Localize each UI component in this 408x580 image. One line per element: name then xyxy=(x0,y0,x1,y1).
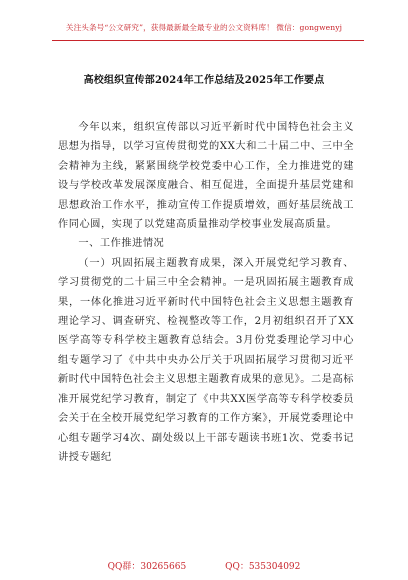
section-heading: 一、工作推进情况 xyxy=(78,238,165,250)
document-title: 高校组织宣传部2024年工作总结及2025年工作要点 xyxy=(83,75,325,86)
header-divider xyxy=(52,40,364,41)
section-paragraph: （一）巩固拓展主题教育成果，深入开展党纪学习教育、学习贯彻党的二十届三中全会精神。一是巩固拓展主题教育成果，一体化推进习近平新时代中国特色社会主义思想主题教育理论学习、调查研究、检视整改等工作，2月初组织召开了XX医学高等专科学校主题教育总结会。3月份党委理论学习中心组专题学习了《中共中央办公厅关于巩固拓展学习贯彻习近平新时代中国特色社会主义思想主题教育成果的意见》。二是高标准开展党纪学习教育，制定了《中共XX医学高等专科学校委员会关于在全校开展党纪学习教育的工作方案》，开展党委理论中心组专题学习4次、副处级以上干部专题读书班1次、党委书记讲授专题纪 xyxy=(58,257,354,463)
footer-qq-group: QQ群：30265665 xyxy=(107,562,187,572)
document-body xyxy=(58,118,354,467)
footer-contact xyxy=(0,559,408,572)
intro-paragraph: 今年以来，组织宣传部以习近平新时代中国特色社会主义思想为指导，以学习宣传贯彻党的XX大和二十届二中、三中全会精神为主线，紧紧围绕学校党委中心工作，全力推进党的建设与学校改革发展深度融合、相互促进，全面提升基层党建和思想政治工作水平，推动宣传工作提质增效，画好基层统战工作同心圆，实现了以党建高质量推动学校事业发展高质量。 xyxy=(58,122,354,231)
header-banner: 关注头条号“公文研究”，获得最新最全最专业的公文资料库！ 微信：gongwenyj xyxy=(65,23,343,32)
footer-qq-number: QQ：535304092 xyxy=(225,562,301,572)
